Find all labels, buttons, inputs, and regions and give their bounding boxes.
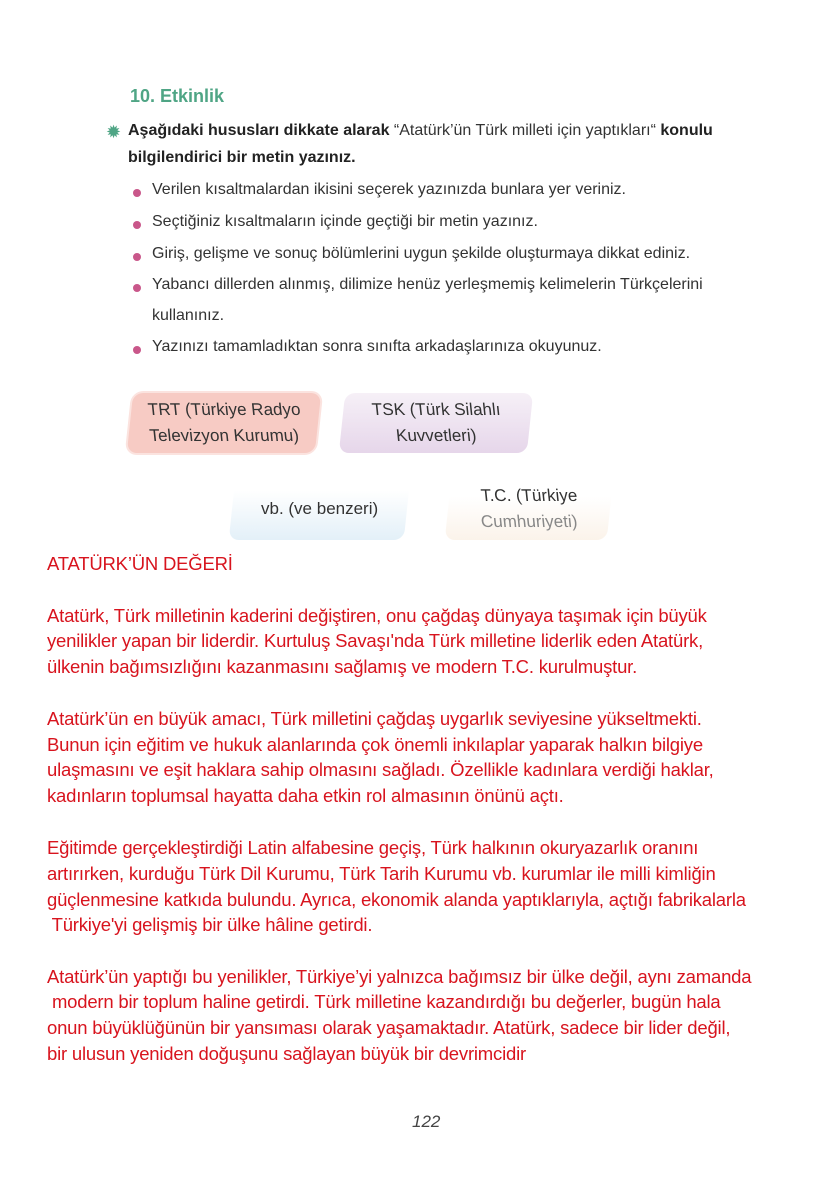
- essay-line: artırırken, kurduğu Türk Dil Kurumu, Türk Tarih Kurumu vb. kurumlar ile milli kimliğin: [47, 863, 716, 884]
- bullet-item: Yabancı dillerden alınmış, dilimize henüz yerleşmemiş kelimelerin Türkçelerini: [152, 276, 703, 293]
- bullet-icon: [133, 284, 141, 292]
- essay-line: ülkenin bağımsızlığını kazanmasını sağlamış ve modern T.C. kurulmuştur.: [47, 656, 638, 677]
- page-number: 122: [412, 1112, 441, 1131]
- abbreviation-card-tsk: [339, 393, 533, 453]
- instruction-bold: Aşağıdaki hususları dikkate alarak: [128, 122, 390, 139]
- star-bullet-icon: ✹: [106, 122, 122, 142]
- card-line: T.C. (Türkiye: [479, 486, 579, 505]
- card-line: Cumhuriyeti): [479, 512, 579, 531]
- essay-line: modern bir toplum haline getirdi. Türk milletine kazandırdığı bu değerler, bugün hala: [47, 991, 721, 1012]
- abbreviation-card-vb: [229, 478, 411, 540]
- instruction-line-1: [128, 122, 713, 140]
- essay-line: Atatürk, Türk milletinin kaderini değiştiren, onu çağdaş dünyaya taşımak için büyük: [47, 605, 707, 626]
- card-line: vb. (ve benzeri): [260, 499, 379, 518]
- card-line: Kuvvetleri): [394, 426, 478, 445]
- instruction-line-2: [128, 149, 356, 167]
- bullet-item: Giriş, gelişme ve sonuç bölümlerini uygun şekilde oluşturmaya dikkat ediniz.: [152, 245, 691, 262]
- essay-line: Türkiye'yi gelişmiş bir ülke hâline getirdi.: [47, 914, 373, 935]
- essay-line: yenilikler yapan bir liderdir. Kurtuluş Savaşı'nda Türk milletine liderlik eden Atatürk,: [47, 630, 704, 651]
- abbreviation-card-trt: [127, 393, 321, 453]
- essay-line: Atatürk’ün yaptığı bu yenilikler, Türkiye’yi yalnızca bağımsız bir ülke değil, aynı zamanda: [47, 966, 752, 987]
- essay-line: Bunun için eğitim ve hukuk alanlarında çok önemli inkılaplar yaparak halkın bilgiye: [47, 734, 703, 755]
- abbreviation-card-tc: [445, 478, 614, 540]
- card-line: TRT (Türkiye Radyo: [146, 400, 302, 419]
- essay-line: onun büyüklüğünün bir yansıması olarak yaşamaktadır. Atatürk, sadece bir lider değil,: [47, 1017, 731, 1038]
- bullet-icon: [133, 189, 141, 197]
- instruction-bold-2: konulu: [660, 122, 713, 139]
- essay-line: bir ulusun yeniden doğuşunu sağlayan büyük bir devrimcidir: [47, 1043, 526, 1064]
- activity-title: 10. Etkinlik: [130, 86, 225, 106]
- bullet-item: Yazınızı tamamladıktan sonra sınıfta arkadaşlarınıza okuyunuz.: [152, 338, 602, 355]
- bullet-item: Verilen kısaltmalardan ikisini seçerek yazınızda bunlara yer veriniz.: [152, 181, 626, 198]
- essay-heading: ATATÜRK’ÜN DEĞERİ: [47, 553, 233, 574]
- instruction-topic: “Atatürk’ün Türk milleti için yaptıkları“: [393, 122, 656, 139]
- bullet-icon: [133, 221, 141, 229]
- essay-line: kadınların toplumsal hayatta daha etkin rol almasının önünü açtı.: [47, 785, 564, 806]
- bullet-icon: [133, 346, 141, 354]
- essay-line: güçlenmesine katkıda bulundu. Ayrıca, ekonomik alanda yaptıklarıyla, açtığı fabrikalarla: [47, 889, 746, 910]
- essay-line: Atatürk’ün en büyük amacı, Türk milletini çağdaş uygarlık seviyesine yükseltmekti.: [47, 708, 702, 729]
- card-line: TSK (Türk Silahlı: [370, 400, 502, 419]
- bullet-item-continued: kullanınız.: [152, 307, 225, 324]
- bullet-icon: [133, 253, 141, 261]
- instruction-bold-3: bilgilendirici bir metin yazınız.: [128, 149, 356, 166]
- card-line: Televizyon Kurumu): [148, 426, 300, 445]
- essay-line: ulaşmasını ve eşit haklara sahip olmasını sağladı. Özellikle kadınlara verdiği haklar,: [47, 759, 714, 780]
- bullet-item: Seçtiğiniz kısaltmaların içinde geçtiği bir metin yazınız.: [152, 213, 538, 230]
- essay-line: Eğitimde gerçekleştirdiği Latin alfabesine geçiş, Türk halkının okuryazarlık oranını: [47, 837, 699, 858]
